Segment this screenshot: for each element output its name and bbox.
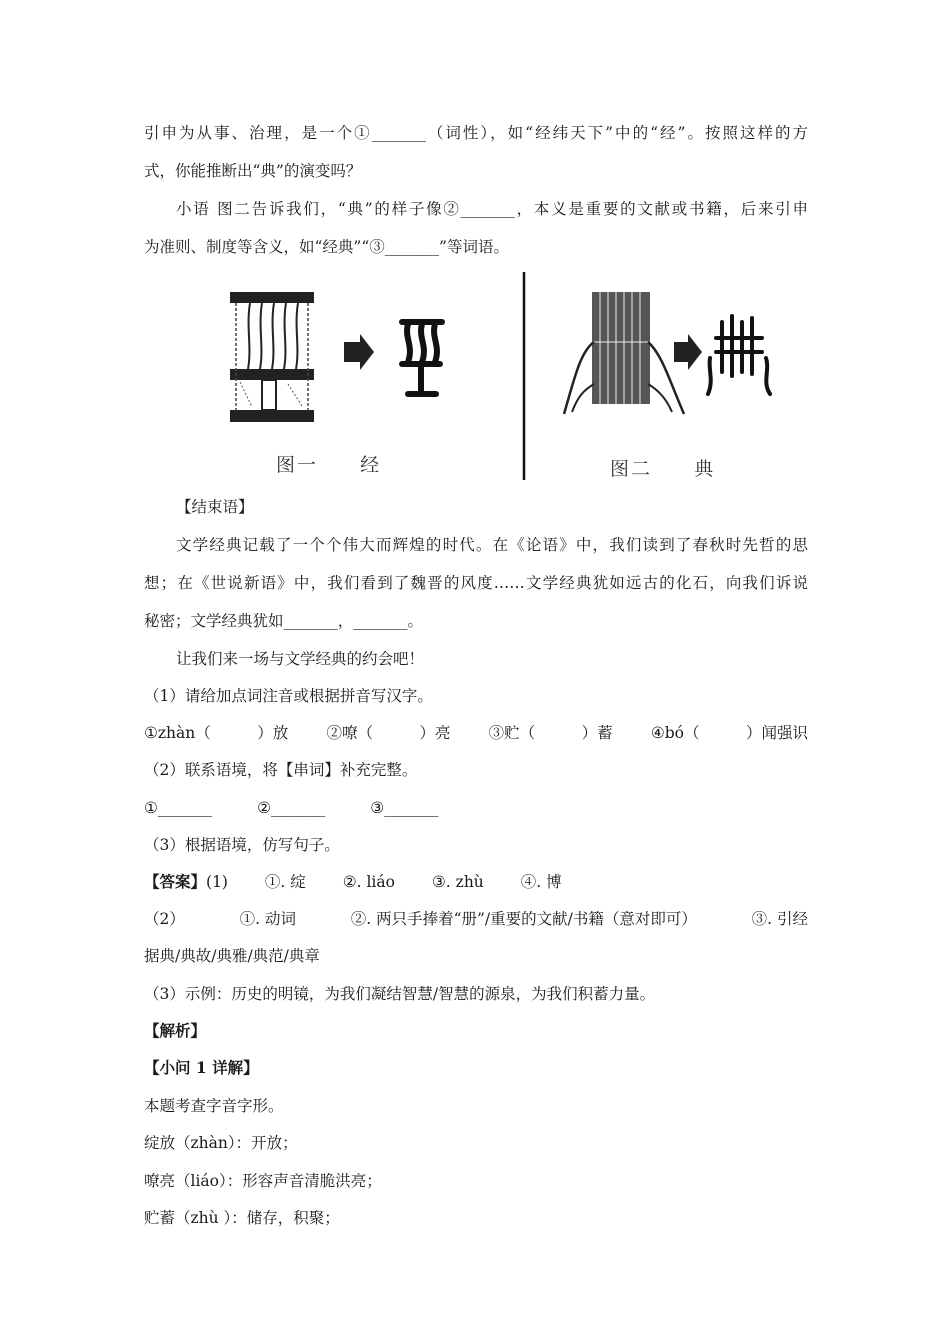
answer-line-2 [144, 907, 808, 931]
answer-item: ③. 引经 [751, 910, 808, 928]
passage-line-3: 小语 图二告诉我们，“典”的样子像②_______，本义是重要的文献或书籍，后来引申 [176, 200, 808, 218]
answer-line-1 [144, 870, 808, 894]
analysis-item: 嘹亮（liáo）：形容声音清脆洪亮； [144, 1172, 382, 1190]
q2-blank: ③_______ [370, 799, 439, 817]
analysis-intro: 本题考查字音字形。 [144, 1097, 284, 1115]
answer-prefix: （2） [144, 910, 185, 928]
character-evolution-figure [222, 272, 772, 482]
caption-char: 典 [694, 458, 716, 480]
closing-heading: 【结束语】 [176, 498, 254, 516]
q2-blank: ②_______ [257, 799, 326, 817]
question-3: （3）根据语境，仿写句子。 [144, 836, 340, 854]
answer-item: ②. liáo [342, 873, 395, 891]
q1-item: ③贮（ ）蓄 [488, 724, 613, 742]
answer-item: ③. zhù [431, 873, 484, 891]
q1-item: ④bó（ ）闻强识 [650, 724, 808, 742]
question-2-items [144, 796, 808, 820]
closing-line-2: 想；在《世说新语》中，我们看到了魏晋的风度……文学经典犹如远古的化石，向我们诉说 [144, 574, 808, 592]
analysis-item: 绽放（zhàn）：开放； [144, 1134, 298, 1152]
arrow-right-icon [344, 334, 374, 370]
hands-holding-book-illustration [564, 292, 684, 414]
figure-caption-right [610, 454, 715, 481]
ancient-dian-glyph [708, 316, 770, 394]
answer-item: ④. 博 [520, 873, 562, 891]
loom-illustration [230, 292, 314, 422]
analysis-item: 贮蓄（zhù ）：储存，积聚； [144, 1209, 340, 1227]
answer-label: 【答案】 [144, 872, 207, 891]
answer-line-3: 据典/典故/典雅/典范/典章 [144, 947, 320, 965]
answer-item: ②. 两只手捧着“册”/重要的文献/书籍（意对即可） [350, 910, 697, 928]
closing-line-1: 文学经典记载了一个个伟大而辉煌的时代。在《论语》中，我们读到了春秋时先哲的思 [176, 536, 808, 554]
caption-char: 经 [360, 454, 382, 476]
arrow-right-icon [674, 334, 702, 370]
question-2: （2）联系语境，将【串词】补充完整。 [144, 761, 418, 779]
closing-line-3: 秘密；文学经典犹如_______，_______。 [144, 612, 424, 630]
figure-caption-left [276, 450, 381, 477]
question-1: （1）请给加点词注音或根据拼音写汉字。 [144, 687, 433, 705]
q1-item: ①zhàn（ ）放 [144, 724, 289, 742]
q2-blank: ①_______ [144, 799, 213, 817]
q1-item: ②嘹（ ）亮 [326, 724, 451, 742]
analysis-heading: 【解析】 [144, 1021, 207, 1040]
answer-line-4: （3）示例：历史的明镜，为我们凝结智慧/智慧的源泉，为我们积蓄力量。 [144, 985, 656, 1003]
answer-item: ①. 动词 [239, 910, 296, 928]
question-1-items [144, 721, 808, 745]
caption-label: 图二 [610, 458, 653, 480]
passage-line-4: 为准则、制度等含义，如“经典”“③_______”等词语。 [144, 238, 509, 256]
passage-line-2: 式，你能推断出“典”的演变吗？ [144, 162, 362, 180]
ancient-jing-glyph [402, 322, 442, 394]
closing-line-4: 让我们来一场与文学经典的约会吧！ [176, 650, 425, 668]
passage-line-1: 引申为从事、治理，是一个①_______（词性），如“经纬天下”中的“经”。按照这样的方 [144, 124, 808, 142]
analysis-subheading: 【小问 1 详解】 [144, 1058, 259, 1077]
answer-item: ①. 绽 [264, 873, 306, 891]
caption-label: 图一 [276, 454, 319, 476]
answer-prefix: (1) [206, 873, 228, 891]
